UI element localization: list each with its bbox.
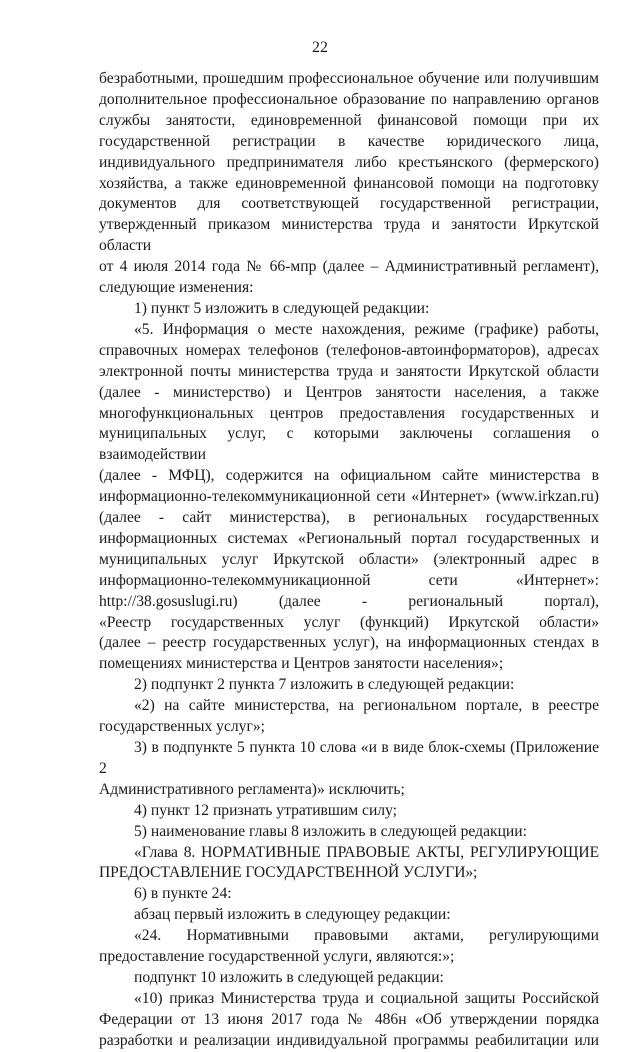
text-line: «Глава 8. НОРМАТИВНЫЕ ПРАВОВЫЕ АКТЫ, РЕГУЛИРУЮЩИЕ (134, 843, 599, 861)
text-line: следующие изменения: (99, 279, 254, 297)
text-line: утвержденный приказом министерства труда и занятости Иркутской области (99, 216, 599, 255)
text-line: 3) в подпункте 5 пункта 10 слова «и в виде блок-схемы (Приложение 2 (99, 739, 599, 777)
text-line: хозяйства, а также единовременной финансовой помощи на подготовку (99, 174, 599, 192)
text-line: безработными, прошедшим профессиональное обучение или получившим (99, 70, 599, 87)
text-line: информационно-телекоммуникационной сети «Интернет» (www.irkzan.ru) (99, 488, 599, 506)
text-line: (далее – реестр государственных услуг), на информационных стендах в (99, 634, 599, 652)
paragraph (99, 843, 599, 885)
paragraph (99, 675, 599, 696)
text-line: службы занятости, единовременной финансовой помощи при их (99, 111, 599, 129)
text-line: дополнительное профессиональное образование по направлению органов (99, 90, 599, 108)
text-line: государственной регистрации в качестве юридического лица, (99, 132, 599, 150)
text-line: помещениях министерства и Центров занятости населения»; (99, 655, 504, 673)
page-number: 22 (312, 39, 328, 56)
document-body (99, 69, 599, 1052)
text-line: абзац первый изложить в следующеу редакции: (134, 906, 451, 924)
paragraph (99, 738, 599, 801)
paragraph (99, 320, 599, 675)
text-line: 1) пункт 5 изложить в следующей редакции: (134, 299, 430, 317)
text-line: разработки и реализации индивидуальной программы реабилитации или (99, 1031, 599, 1049)
text-line: предоставление государственной услуги, являются:»; (99, 948, 455, 966)
text-line: «24. Нормативными правовыми актами, регулирующими (134, 927, 599, 945)
text-line: муниципальных услуг Иркутской области» (электронный адрес в (99, 550, 599, 568)
text-line: информационных системах «Региональный портал государственных и (99, 529, 599, 547)
text-line: 2) подпункт 2 пункта 7 изложить в следующей редакции: (134, 676, 515, 694)
paragraph (99, 801, 599, 822)
text-line: 5) наименование главы 8 изложить в следующей редакции: (134, 822, 527, 840)
paragraph (99, 926, 599, 968)
paragraph (99, 69, 599, 299)
text-line: (далее - министерство) и Центров занятости населения, а также (99, 383, 599, 401)
paragraph (99, 989, 599, 1052)
text-line: индивидуального предпринимателя либо крестьянского (фермерского) (99, 153, 599, 171)
paragraph (99, 822, 599, 843)
paragraph (99, 299, 599, 320)
paragraph (99, 696, 599, 738)
text-line: документов для соответствующей государственной регистрации, (99, 195, 599, 213)
paragraph (99, 905, 599, 926)
text-line: «2) на сайте министерства, на региональном портале, в реестре (134, 697, 599, 715)
text-line: Административного регламента)» исключить; (99, 780, 405, 798)
text-line: муниципальных услуг, с которыми заключены соглашения о взаимодействии (99, 425, 599, 464)
text-line: ПРЕДОСТАВЛЕНИЕ ГОСУДАРСТВЕННОЙ УСЛУГИ»; (99, 864, 478, 882)
paragraph (99, 884, 599, 905)
text-line: «10) приказ Министерства труда и социальной защиты Российской (134, 989, 599, 1007)
text-line: (далее - сайт министерства), в региональных государственных (99, 509, 599, 527)
text-line: электронной почты министерства труда и занятости Иркутской области (99, 362, 599, 380)
text-line: Федерации от 13 июня 2017 года № 486н «Об утверждении порядка (99, 1010, 599, 1028)
text-line: 4) пункт 12 признать утратившим силу; (134, 801, 398, 819)
text-line: справочных номерах телефонов (телефонов-автоинформаторов), адресах (99, 341, 599, 359)
text-line: подпункт 10 изложить в следующей редакции: (134, 968, 444, 986)
paragraph (99, 968, 599, 989)
text-line: http://38.gosuslugi.ru) (далее - региональный портал), (99, 592, 599, 610)
text-line: «Реестр государственных услуг (функций) Иркутской области» (99, 613, 599, 631)
text-line: (далее - МФЦ), содержится на официальном сайте министерства в (99, 467, 599, 485)
text-line: от 4 июля 2014 года № 66-мпр (далее – Административный регламент), (99, 258, 599, 276)
text-line: государственных услуг»; (99, 718, 265, 736)
text-line: многофункциональных центров предоставления государственных и (99, 404, 599, 422)
text-line: информационно-телекоммуникационной сети «Интернет»: (99, 571, 599, 589)
text-line: 6) в пункте 24: (134, 885, 232, 903)
text-line: «5. Информация о месте нахождения, режиме (графике) работы, (134, 320, 599, 338)
